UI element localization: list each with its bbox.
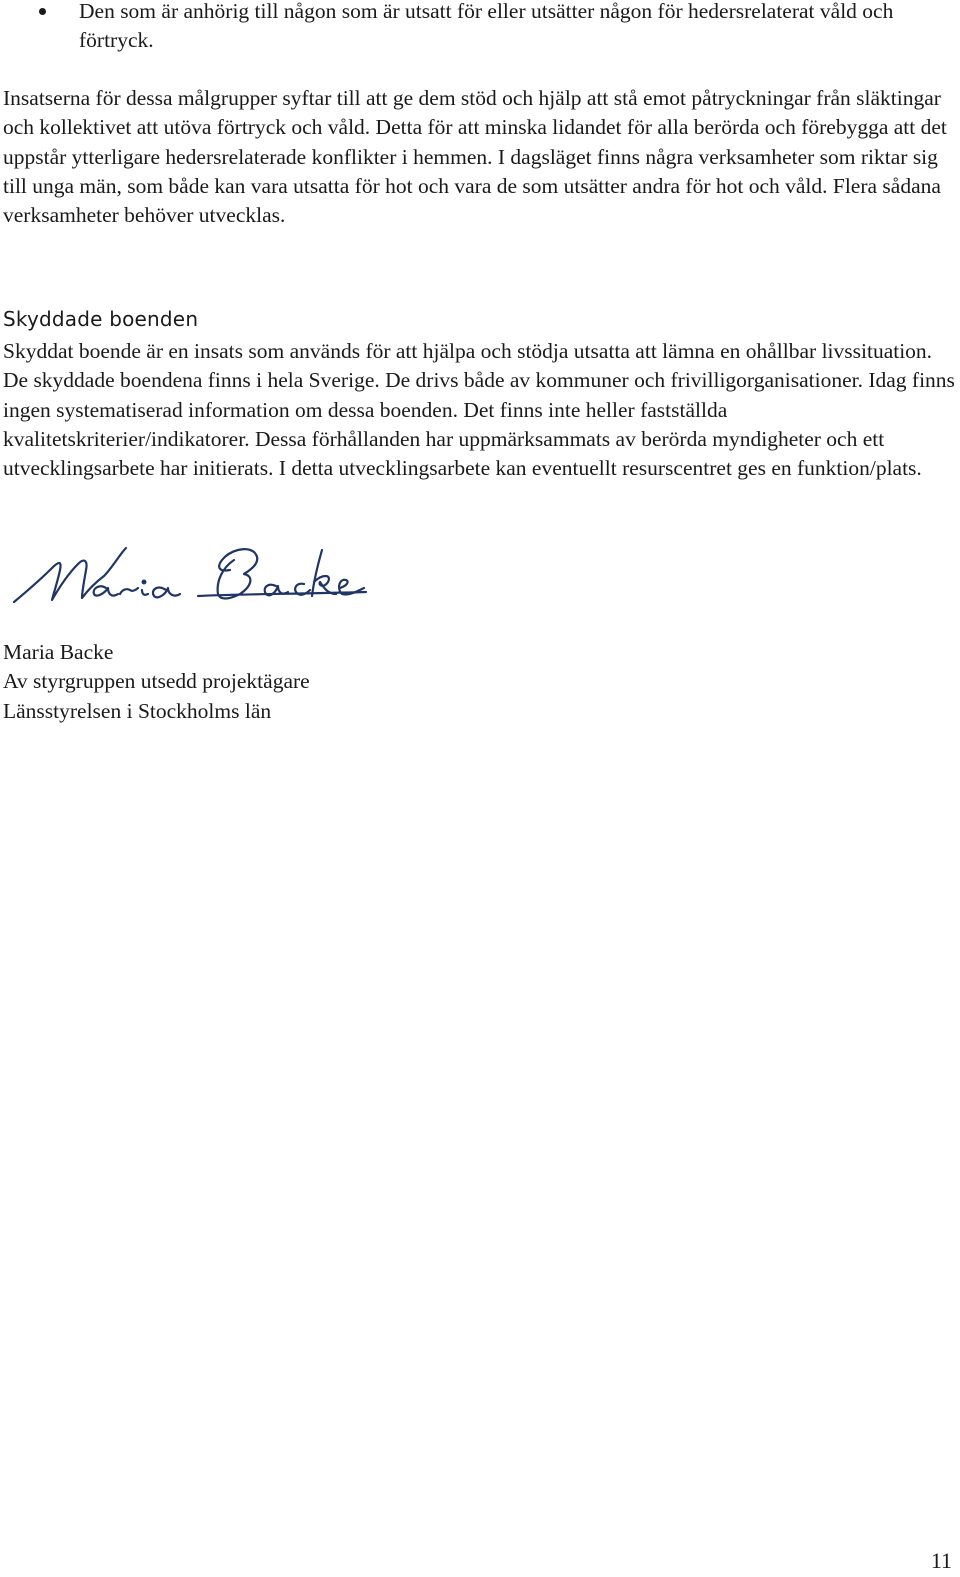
signatory-role: Av styrgruppen utsedd projektägare (3, 669, 310, 694)
list-item (0, 0, 960, 56)
handwritten-signature (8, 538, 368, 612)
section-heading: Skyddade boenden (3, 307, 199, 331)
bullet-icon (39, 8, 46, 15)
signatory-organization: Länsstyrelsen i Stockholms län (3, 698, 272, 723)
page-number: 11 (930, 1548, 952, 1573)
intro-paragraph: Insatserna för dessa målgrupper syftar till att ge dem stöd och hjälp att stå emot påtryckningar från släktingar och kollektivet att utöva förtryck och våld. Detta för att minska lidandet för alla berörda och förebygga att det uppstår ytterligare hedersrelaterade konflikter i hemmen. I dagsläget finns några verksamheter som riktar sig till unga män, som både kan vara utsatta för hot och vara de som utsätter andra för hot och våld. Flera sådana verksamheter behöver utvecklas. (3, 86, 947, 228)
bullet-text: Den som är anhörig till någon som är utsatt för eller utsätter någon för hedersrelaterat våld och förtryck. (79, 0, 894, 53)
signatory-name: Maria Backe (3, 640, 114, 664)
signatory-block (3, 638, 310, 726)
bullet-list (0, 0, 960, 56)
shelter-paragraph: Skyddat boende är en insats som används för att hjälpa och stödja utsatta att lämna en ohållbar livssituation. De skyddade boendena finns i hela Sverige. De drivs både av kommuner och frivilligorganisationer. Idag finns ingen systematiserad information om dessa boenden. Det finns inte heller fastställda kvalitetskriterier/indikatorer. Dessa förhållanden har uppmärksammats av berörda myndigheter och ett utvecklingsarbete har initierats. I detta utvecklingsarbete kan eventuellt resurscentret ges en funktion/plats. (3, 339, 955, 481)
